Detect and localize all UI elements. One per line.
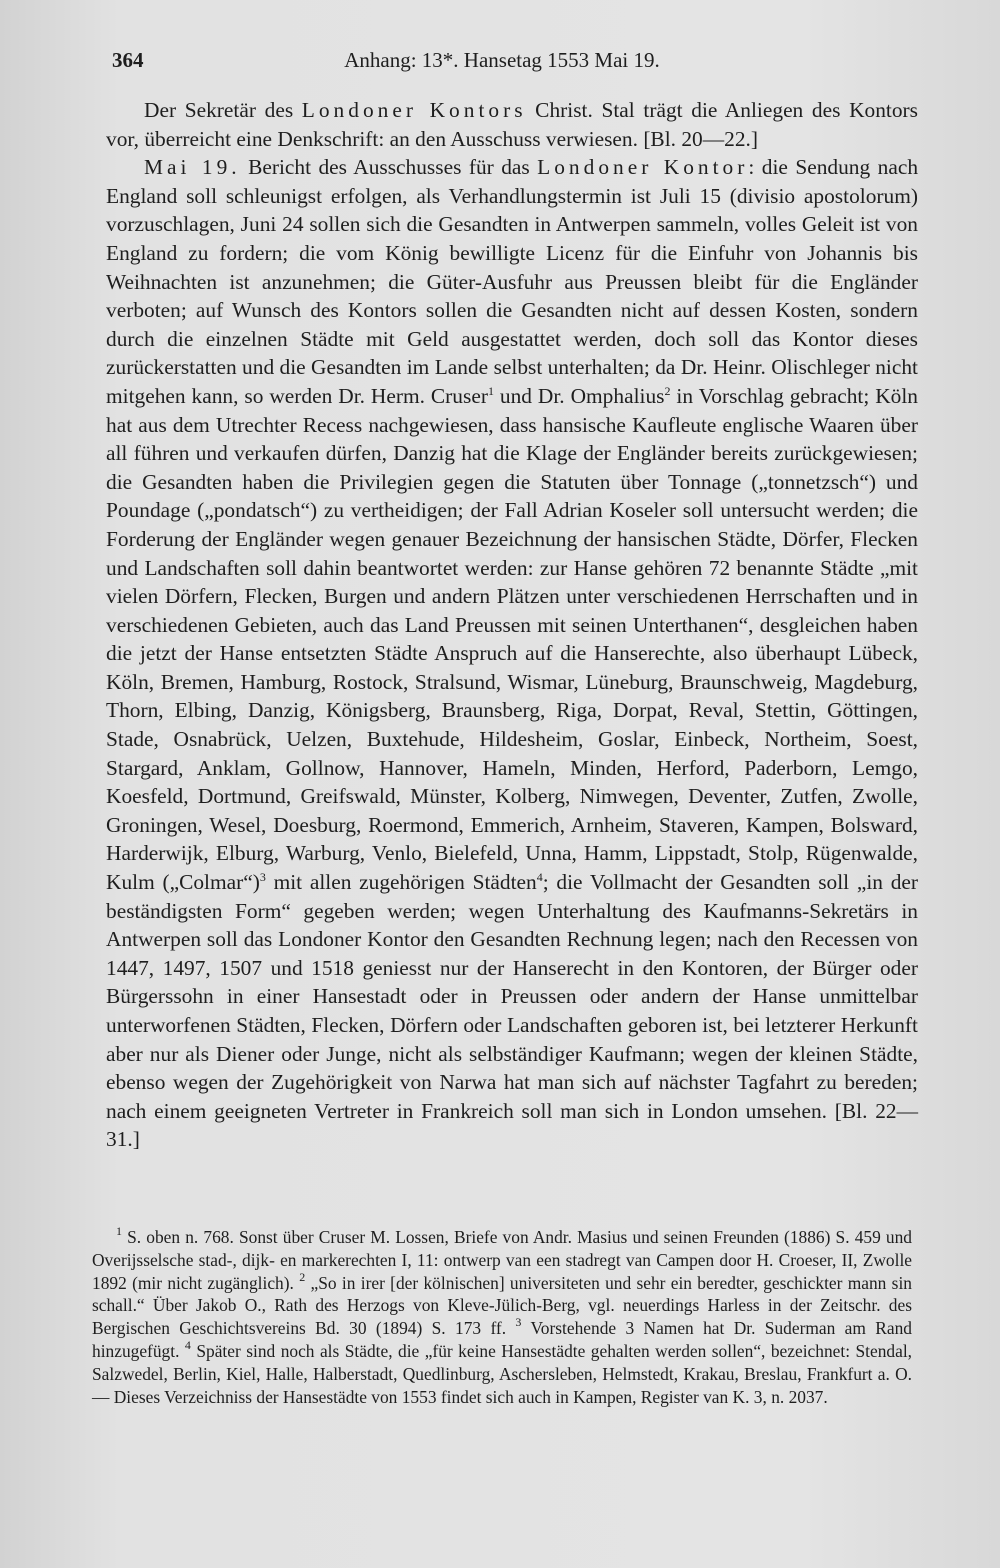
spaced-text: Londoner Kontors bbox=[301, 98, 527, 122]
footnote-text: S. oben n. 768. Sonst über Cruser M. Lossen, Briefe von Andr. Masius und seinen Freunden (1886) S. 459 und Overijsselsche stad-, dijk- en markerechten I, 11: ontwerp van een stadregt van Campen door H. Croeser, II, Zwolle 1892 (mir nicht zugänglich). bbox=[92, 1227, 912, 1293]
text-run: ; die Vollmacht der Gesandten soll „in der beständigsten Form“ gegeben werden; wegen Unterhaltung des Kaufmanns-Sekretärs in Antwerpen soll das Londoner Kontor den Gesandten Rechnung legen; nach den Recessen von 1447, 1497, 1507 und 1518 geniesst nur der Hanserecht in den Kontoren, der Bürger oder Bürgerssohn in einer Hansestadt oder in Preussen oder andern der Hanse unmittelbar unterworfenen Städten, Flecken, Dörfern oder Landschaften geboren ist, bei letzterer Herkunft aber nur als Diener oder Junge, nicht als selbständiger Kaufmann; wegen der kleinen Städte, ebenso wegen der Zugehörigkeit von Narwa hat man sich auf nächster Tagfahrt zu bereden; nach einem geeigneten Vertreter in Frankreich soll man sich in London umsehen. [Bl. 22—31.] bbox=[106, 870, 919, 1152]
footnote-1 bbox=[92, 1226, 912, 1408]
paragraph-2 bbox=[106, 153, 918, 1154]
footnote-text: Vorstehende 3 Namen hat Dr. Suderman am Rand hinzugefügt. bbox=[92, 1318, 912, 1361]
footnote-ref-1[interactable]: 1 bbox=[487, 383, 494, 398]
page-header bbox=[112, 48, 922, 78]
footnote-ref-4[interactable]: 4 bbox=[536, 870, 543, 885]
footnote-mark: 2 bbox=[299, 1269, 306, 1284]
footnote-ref-3[interactable]: 3 bbox=[259, 870, 266, 885]
paragraph-1 bbox=[106, 96, 918, 153]
text-run: : die Sendung nach England soll schleunigst erfolgen, als Verhandlungstermin ist Juli 15 (divisio apostolorum) vorzuschlagen, Juni 24 sollen sich die Gesandten in Antwerpen sammeln, volles Geleit ist von England zu fordern; die vom König bewilligte Licenz für die Einfuhr von Johannis bis Weihnachten ist anzunehmen; die Güter-Ausfuhr aus Preussen bleibt für die Engländer verboten; auf Wunsch des Kontors sollen die Gesandten nicht auf dessen Kosten, sondern durch die einzelnen Städte mit Geld ausgestattet werden, doch soll das Kontor dieses zurückerstatten und die Gesandten im Lande selbst unterhalten; da Dr. Heinr. Olischleger nicht mitgehen kann, so werden Dr. Herm. Cruser bbox=[106, 155, 919, 408]
text-run: und Dr. Omphalius bbox=[493, 383, 665, 408]
footnote-mark: 3 bbox=[515, 1315, 522, 1330]
footnotes bbox=[92, 1226, 912, 1408]
footnote-text: Später sind noch als Städte, die „für keine Hansestädte gehalten werden sollen“, bezeichnet: Stendal, Salzwedel, Berlin, Kiel, Halle, Halberstadt, Quedlinburg, Aschersleben, Helmstedt, Krakau, Breslau, Frankfurt a. O. — Dieses Verzeichniss der Hansestädte von 1553 findet sich auch in Kampen, Register van K. 3, n. 2037. bbox=[92, 1340, 912, 1407]
footnote-ref-2[interactable]: 2 bbox=[664, 383, 671, 398]
running-head: Anhang: 13*. Hansetag 1553 Mai 19. bbox=[344, 48, 660, 72]
footnote-text: „So in irer [der kölnischen] universiteten und sehr ein beredter, geschickter mann sin schall.“ Über Jakob O., Rath des Herzogs von Kleve-Jülich-Berg, vgl. neuerdings Harless in der Zeitschr. des Bergischen Geschichtsvereins Bd. 30 (1894) S. 173 ff. bbox=[92, 1272, 912, 1339]
main-text bbox=[106, 96, 918, 1154]
text-run: Der Sekretär des bbox=[144, 98, 302, 122]
page-number: 364 bbox=[112, 48, 144, 72]
text-run: Bericht des Ausschusses für das bbox=[240, 155, 538, 180]
text-run: mit allen zugehörigen Städten bbox=[265, 870, 537, 895]
date-marker: Mai 19. bbox=[144, 155, 241, 180]
footnote-mark: 1 bbox=[116, 1224, 122, 1238]
footnote-mark: 4 bbox=[184, 1337, 191, 1352]
spaced-text: Londoner Kontor bbox=[537, 155, 749, 180]
text-run: Christ. Stal trägt die Anliegen des Kontors vor, überreicht eine Denkschrift: an den Ausschuss verwiesen. [Bl. 20—22.] bbox=[106, 98, 918, 151]
text-run: in Vorschlag gebracht; Köln hat aus dem Utrechter Recess nachgewiesen, dass hansische Kaufleute englische Waaren über all führen und verkaufen dürfen, Danzig hat die Klage der Engländer bereits zurückgewiesen; die Gesandten haben die Privilegien gegen die Statuten über Tonnage („tonnetzsch“) und Poundage („pondatsch“) zu vertheidigen; der Fall Adrian Koseler soll untersucht werden; die Forderung der Engländer wegen genauer Bezeichnung der hansischen Städte, Dörfer, Flecken und Landschaften soll dahin beantwortet werden: zur Hanse gehören 72 benannte Städte „mit vielen Dörfern, Flecken, Burgen und andern Plätzen unter verschiedenen Herrschaften und in verschiedenen Gebieten, auch das Land Preussen mit seinen Unterthanen“, desgleichen haben die jetzt der Hanse entsetzten Städte Anspruch auf die Hanserechte, also überhaupt Lübeck, Köln, Bremen, Hamburg, Rostock, Stralsund, Wismar, Lüneburg, Braunschweig, Magdeburg, Thorn, Elbing, Danzig, Königsberg, Braunsberg, Riga, Dorpat, Reval, Stettin, Göttingen, Stade, Osnabrück, Uelzen, Buxtehude, Hildesheim, Goslar, Einbeck, Northeim, Soest, Stargard, Anklam, Gollnow, Hannover, Hameln, Minden, Herford, Paderborn, Lemgo, Koesfeld, Dortmund, Greifswald, Münster, Kolberg, Nimwegen, Deventer, Zutfen, Zwolle, Groningen, Wesel, Doesburg, Roermond, Emmerich, Arnheim, Staveren, Kampen, Bolsward, Harderwijk, Elburg, Warburg, Venlo, Bielefeld, Unna, Hamm, Lippstadt, Stolp, Rügenwalde, Kulm („Colmar“) bbox=[106, 383, 919, 895]
